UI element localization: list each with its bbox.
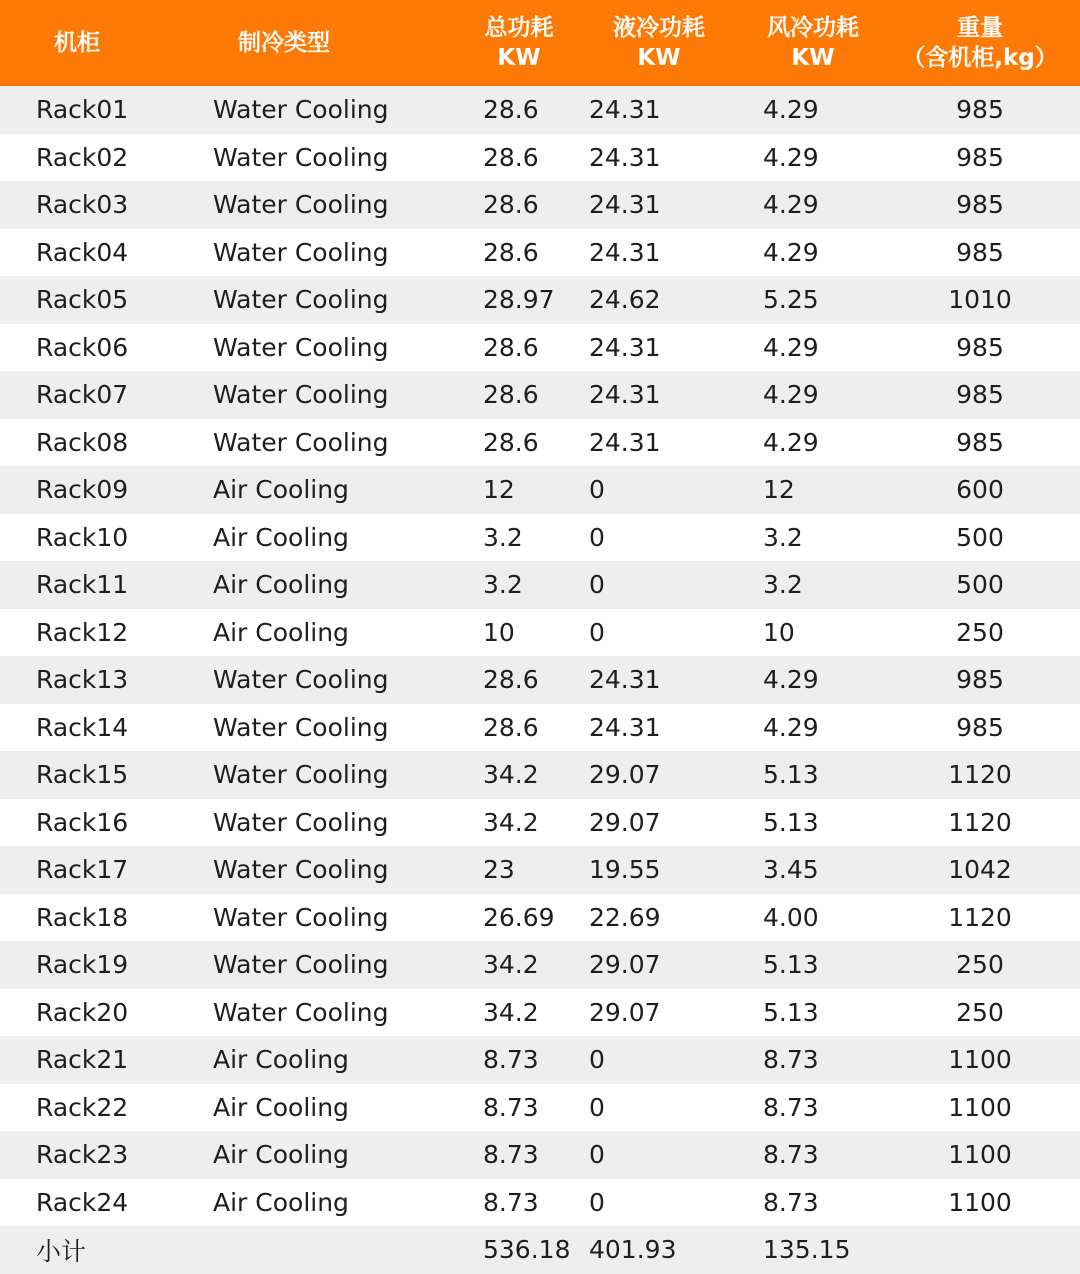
header-row (0, 0, 1080, 86)
cell-rack: Rack10 (0, 514, 196, 562)
header-liquid-power (572, 0, 746, 86)
table-row (0, 1036, 1080, 1084)
cell-rack: Rack20 (0, 989, 196, 1037)
table-row (0, 229, 1080, 277)
cell-rack: Rack23 (0, 1131, 196, 1179)
cell-rack: Rack22 (0, 1084, 196, 1132)
cell-air-power: 3.45 (746, 846, 880, 894)
cell-cooling-type: Air Cooling (196, 1179, 466, 1227)
cell-weight: 985 (880, 229, 1080, 277)
cell-total-power: 34.2 (466, 751, 572, 799)
cell-weight: 250 (880, 609, 1080, 657)
cell-cooling-type: Air Cooling (196, 1131, 466, 1179)
cell-rack: Rack01 (0, 86, 196, 134)
cell-total-power: 34.2 (466, 799, 572, 847)
subtotal-label: 小计 (0, 1226, 196, 1274)
cell-air-power: 12 (746, 466, 880, 514)
cell-liquid-power: 0 (572, 609, 746, 657)
table-row (0, 324, 1080, 372)
cell-total-power: 10 (466, 609, 572, 657)
cell-air-power: 8.73 (746, 1179, 880, 1227)
cell-total-power: 28.6 (466, 324, 572, 372)
cell-cooling-type: Air Cooling (196, 466, 466, 514)
cell-rack: Rack24 (0, 1179, 196, 1227)
cell-cooling-type: Water Cooling (196, 751, 466, 799)
table-row (0, 704, 1080, 752)
header-total-power-label: 总功耗 (484, 15, 554, 41)
cell-cooling-type: Water Cooling (196, 181, 466, 229)
cell-liquid-power: 0 (572, 1179, 746, 1227)
table-row (0, 846, 1080, 894)
cell-weight: 985 (880, 86, 1080, 134)
cell-liquid-power: 24.31 (572, 229, 746, 277)
cell-rack: Rack09 (0, 466, 196, 514)
cell-liquid-power: 24.31 (572, 324, 746, 372)
cell-total-power: 3.2 (466, 514, 572, 562)
cell-cooling-type: Water Cooling (196, 704, 466, 752)
cell-total-power: 28.97 (466, 276, 572, 324)
header-air-power (746, 0, 880, 86)
cell-total-power: 34.2 (466, 989, 572, 1037)
subtotal-row (0, 1226, 1080, 1274)
cell-total-power: 28.6 (466, 229, 572, 277)
cell-air-power: 5.13 (746, 989, 880, 1037)
cell-liquid-power: 0 (572, 466, 746, 514)
cell-weight: 985 (880, 656, 1080, 704)
cell-cooling-type: Water Cooling (196, 894, 466, 942)
cell-cooling-type: Air Cooling (196, 514, 466, 562)
cell-weight: 1120 (880, 751, 1080, 799)
cell-liquid-power: 29.07 (572, 941, 746, 989)
table-row (0, 371, 1080, 419)
cell-air-power: 8.73 (746, 1084, 880, 1132)
cell-weight: 1100 (880, 1131, 1080, 1179)
cell-weight: 1010 (880, 276, 1080, 324)
header-rack: 机柜 (0, 0, 196, 86)
cell-rack: Rack04 (0, 229, 196, 277)
cell-weight: 1100 (880, 1179, 1080, 1227)
cell-cooling-type: Air Cooling (196, 561, 466, 609)
cell-liquid-power: 0 (572, 1084, 746, 1132)
cell-air-power: 4.29 (746, 419, 880, 467)
cell-total-power: 28.6 (466, 181, 572, 229)
cell-weight: 250 (880, 989, 1080, 1037)
cell-cooling-type: Water Cooling (196, 324, 466, 372)
cell-liquid-power: 24.31 (572, 181, 746, 229)
cell-weight: 1042 (880, 846, 1080, 894)
table-row (0, 134, 1080, 182)
cell-air-power: 8.73 (746, 1036, 880, 1084)
cell-cooling-type: Water Cooling (196, 371, 466, 419)
cell-total-power: 8.73 (466, 1179, 572, 1227)
table-row (0, 941, 1080, 989)
cell-cooling-type: Water Cooling (196, 276, 466, 324)
cell-air-power: 5.13 (746, 941, 880, 989)
cell-liquid-power: 22.69 (572, 894, 746, 942)
cell-cooling-type: Air Cooling (196, 609, 466, 657)
cell-total-power: 28.6 (466, 371, 572, 419)
cell-total-power: 3.2 (466, 561, 572, 609)
cell-weight: 1100 (880, 1084, 1080, 1132)
subtotal-weight-cell (880, 1226, 1080, 1274)
cell-air-power: 5.13 (746, 799, 880, 847)
cell-weight: 985 (880, 324, 1080, 372)
cell-rack: Rack21 (0, 1036, 196, 1084)
table-body (0, 86, 1080, 1226)
cell-liquid-power: 24.31 (572, 656, 746, 704)
cell-weight: 600 (880, 466, 1080, 514)
cell-weight: 500 (880, 514, 1080, 562)
cell-air-power: 4.29 (746, 229, 880, 277)
table-row (0, 466, 1080, 514)
cell-air-power: 4.29 (746, 371, 880, 419)
cell-weight: 250 (880, 941, 1080, 989)
cell-cooling-type: Air Cooling (196, 1036, 466, 1084)
table-row (0, 181, 1080, 229)
cell-air-power: 5.25 (746, 276, 880, 324)
cell-total-power: 28.6 (466, 704, 572, 752)
table-row (0, 894, 1080, 942)
header-weight (880, 0, 1080, 86)
cell-cooling-type: Water Cooling (196, 846, 466, 894)
cell-air-power: 8.73 (746, 1131, 880, 1179)
cell-total-power: 23 (466, 846, 572, 894)
subtotal-liquid: 401.93 (572, 1226, 746, 1274)
header-weight-unit: （含机柜,kg） (902, 45, 1058, 71)
cell-rack: Rack14 (0, 704, 196, 752)
cell-cooling-type: Water Cooling (196, 86, 466, 134)
cell-total-power: 8.73 (466, 1131, 572, 1179)
table-header (0, 0, 1080, 86)
cell-rack: Rack12 (0, 609, 196, 657)
cell-total-power: 34.2 (466, 941, 572, 989)
table-row (0, 751, 1080, 799)
cell-air-power: 3.2 (746, 561, 880, 609)
table-row (0, 989, 1080, 1037)
subtotal-total: 536.18 (466, 1226, 572, 1274)
table-row (0, 656, 1080, 704)
header-total-power-unit: KW (497, 45, 541, 71)
header-liquid-power-unit: KW (637, 45, 681, 71)
cell-rack: Rack18 (0, 894, 196, 942)
cell-liquid-power: 24.31 (572, 371, 746, 419)
cell-total-power: 28.6 (466, 134, 572, 182)
table-row (0, 419, 1080, 467)
cell-weight: 985 (880, 704, 1080, 752)
table-row (0, 1084, 1080, 1132)
cell-cooling-type: Water Cooling (196, 229, 466, 277)
cell-liquid-power: 29.07 (572, 751, 746, 799)
cell-weight: 985 (880, 371, 1080, 419)
cell-cooling-type: Water Cooling (196, 941, 466, 989)
table-row (0, 799, 1080, 847)
cell-liquid-power: 24.31 (572, 704, 746, 752)
cell-liquid-power: 24.62 (572, 276, 746, 324)
table-footer (0, 1226, 1080, 1274)
cell-liquid-power: 0 (572, 1036, 746, 1084)
table-row (0, 1131, 1080, 1179)
cell-rack: Rack02 (0, 134, 196, 182)
header-weight-label: 重量 (957, 15, 1003, 41)
cell-rack: Rack15 (0, 751, 196, 799)
subtotal-type-cell (196, 1226, 466, 1274)
cell-liquid-power: 0 (572, 514, 746, 562)
cell-total-power: 8.73 (466, 1084, 572, 1132)
cell-rack: Rack17 (0, 846, 196, 894)
cell-air-power: 3.2 (746, 514, 880, 562)
cell-liquid-power: 24.31 (572, 419, 746, 467)
cell-liquid-power: 29.07 (572, 799, 746, 847)
cell-cooling-type: Air Cooling (196, 1084, 466, 1132)
cell-liquid-power: 29.07 (572, 989, 746, 1037)
cell-weight: 985 (880, 181, 1080, 229)
cell-liquid-power: 24.31 (572, 134, 746, 182)
cell-weight: 1120 (880, 799, 1080, 847)
cell-cooling-type: Water Cooling (196, 799, 466, 847)
cell-total-power: 28.6 (466, 419, 572, 467)
header-liquid-power-label: 液冷功耗 (613, 15, 705, 41)
cell-cooling-type: Water Cooling (196, 989, 466, 1037)
cell-rack: Rack08 (0, 419, 196, 467)
cell-total-power: 28.6 (466, 86, 572, 134)
cell-rack: Rack11 (0, 561, 196, 609)
cell-total-power: 26.69 (466, 894, 572, 942)
cell-weight: 985 (880, 419, 1080, 467)
cell-cooling-type: Water Cooling (196, 656, 466, 704)
table-row (0, 561, 1080, 609)
cell-weight: 1120 (880, 894, 1080, 942)
table-row (0, 514, 1080, 562)
cell-air-power: 4.29 (746, 86, 880, 134)
cell-air-power: 4.29 (746, 134, 880, 182)
subtotal-air: 135.15 (746, 1226, 880, 1274)
cell-weight: 985 (880, 134, 1080, 182)
cell-rack: Rack19 (0, 941, 196, 989)
cell-liquid-power: 19.55 (572, 846, 746, 894)
header-air-power-label: 风冷功耗 (767, 15, 859, 41)
cell-air-power: 4.29 (746, 656, 880, 704)
cell-total-power: 8.73 (466, 1036, 572, 1084)
cell-rack: Rack13 (0, 656, 196, 704)
cell-cooling-type: Water Cooling (196, 419, 466, 467)
cell-rack: Rack05 (0, 276, 196, 324)
cell-liquid-power: 0 (572, 1131, 746, 1179)
cell-total-power: 12 (466, 466, 572, 514)
cell-air-power: 4.29 (746, 181, 880, 229)
cell-liquid-power: 0 (572, 561, 746, 609)
cell-rack: Rack16 (0, 799, 196, 847)
table-row (0, 276, 1080, 324)
header-total-power (466, 0, 572, 86)
cell-air-power: 4.00 (746, 894, 880, 942)
header-air-power-unit: KW (791, 45, 835, 71)
cell-weight: 1100 (880, 1036, 1080, 1084)
table-row (0, 1179, 1080, 1227)
cell-cooling-type: Water Cooling (196, 134, 466, 182)
cell-liquid-power: 24.31 (572, 86, 746, 134)
cell-weight: 500 (880, 561, 1080, 609)
table-row (0, 609, 1080, 657)
cell-rack: Rack06 (0, 324, 196, 372)
cell-rack: Rack03 (0, 181, 196, 229)
cell-air-power: 4.29 (746, 704, 880, 752)
cell-total-power: 28.6 (466, 656, 572, 704)
cell-air-power: 10 (746, 609, 880, 657)
table-row (0, 86, 1080, 134)
cell-air-power: 5.13 (746, 751, 880, 799)
cell-rack: Rack07 (0, 371, 196, 419)
header-cooling-type: 制冷类型 (196, 0, 466, 86)
cell-air-power: 4.29 (746, 324, 880, 372)
